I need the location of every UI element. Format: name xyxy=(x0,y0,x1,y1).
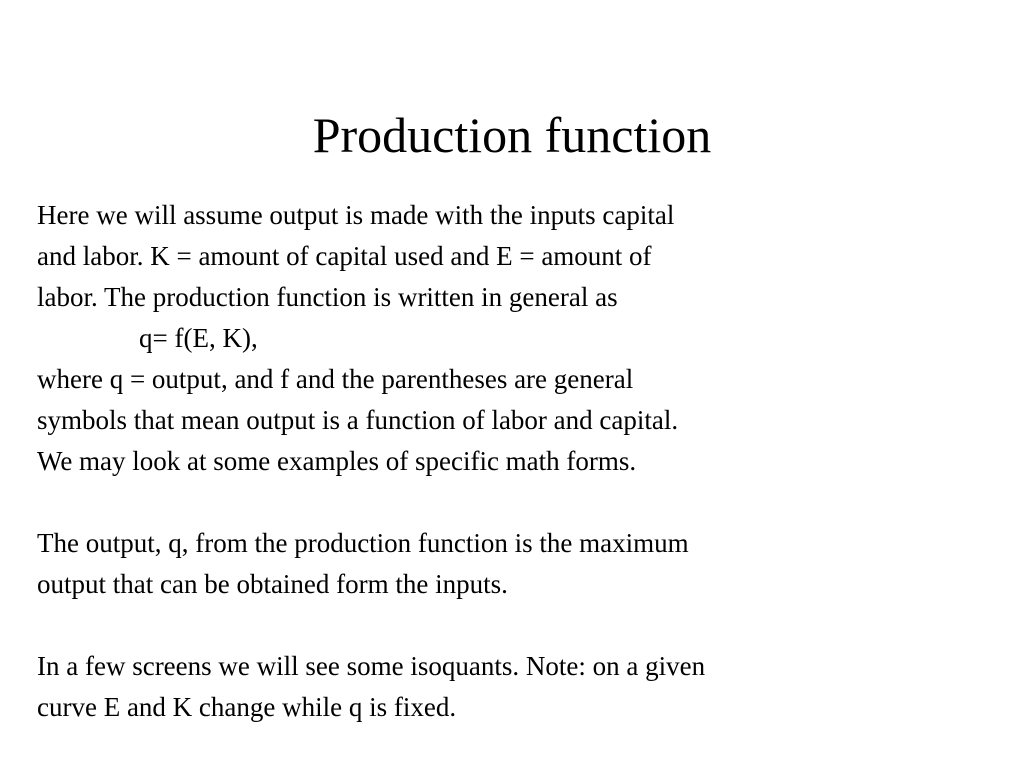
formula-line: q= f(E, K), xyxy=(139,323,258,353)
text-line: where q = output, and f and the parentheses are general xyxy=(37,364,634,394)
text-line: In a few screens we will see some isoquants. Note: on a given xyxy=(37,651,706,681)
text-line: curve E and K change while q is fixed. xyxy=(37,692,457,722)
text-line: Here we will assume output is made with the inputs capital xyxy=(37,200,675,230)
text-line: output that can be obtained form the inputs. xyxy=(37,569,508,599)
paragraph-isoquants xyxy=(37,646,997,728)
text-line: The output, q, from the production function is the maximum xyxy=(37,528,689,558)
slide-title: Production function xyxy=(312,107,712,163)
text-line: labor. The production function is written in general as xyxy=(37,282,618,312)
text-line: We may look at some examples of specific math forms. xyxy=(37,446,637,476)
paragraph-output xyxy=(37,523,997,605)
paragraph-intro xyxy=(37,195,997,482)
paragraph-spacer xyxy=(37,605,997,646)
text-line: and labor. K = amount of capital used and E = amount of xyxy=(37,241,652,271)
text-line: symbols that mean output is a function of labor and capital. xyxy=(37,405,679,435)
slide-body xyxy=(37,195,997,728)
paragraph-spacer xyxy=(37,482,997,523)
